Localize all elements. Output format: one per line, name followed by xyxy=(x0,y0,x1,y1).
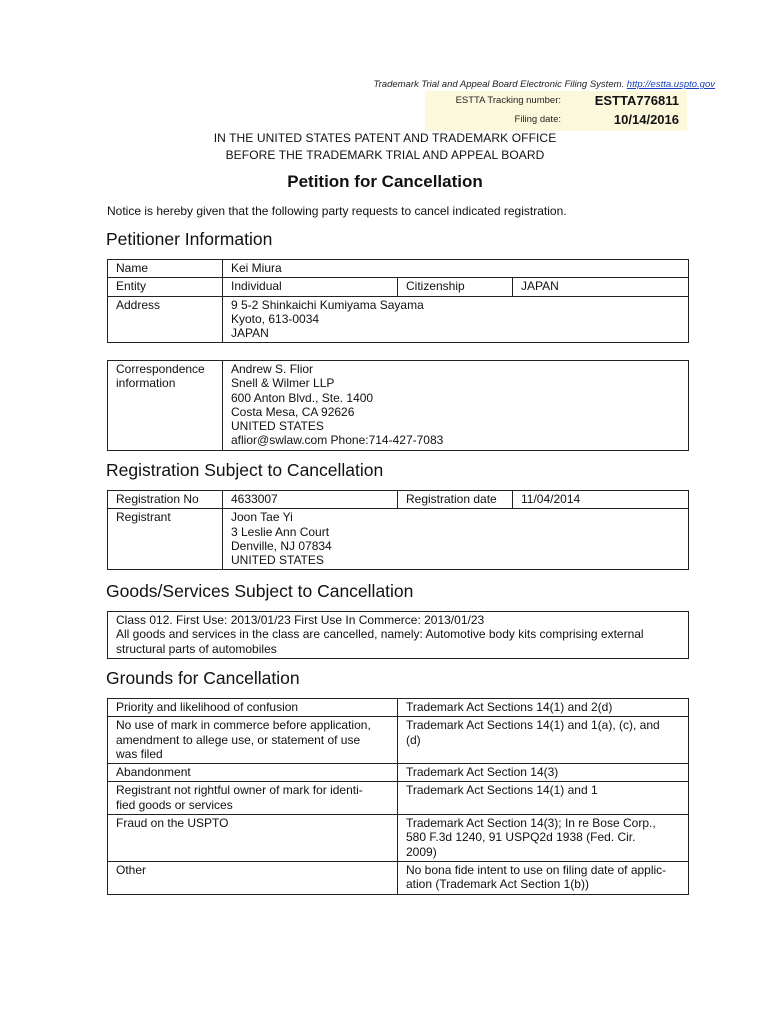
basis-line: 2009) xyxy=(406,844,437,859)
basis-cell xyxy=(398,861,689,894)
table-row xyxy=(108,509,689,570)
table-row xyxy=(108,764,689,782)
citizenship-label: Citizenship xyxy=(398,278,513,296)
basis-line: (d) xyxy=(406,732,421,747)
basis-line: Trademark Act Section 14(3); In re Bose Corp., xyxy=(406,816,656,831)
ground-line: Abandonment xyxy=(116,765,191,780)
filing-system-link[interactable]: http://estta.uspto.gov xyxy=(626,79,715,90)
ground-line: No use of mark in commerce before application, xyxy=(116,718,371,733)
office-line-1: IN THE UNITED STATES PATENT AND TRADEMARK OFFICE xyxy=(213,131,557,145)
address-value xyxy=(223,296,689,343)
goods-line: All goods and services in the class are cancelled, namely: Automotive body kits comprising external xyxy=(116,627,644,642)
table-row xyxy=(108,361,689,451)
citizenship-value: JAPAN xyxy=(513,278,689,296)
correspondence-table xyxy=(107,360,689,451)
registration-number-label: Registration No xyxy=(108,491,223,509)
table-row xyxy=(108,612,689,659)
table-row xyxy=(108,491,689,509)
goods-table xyxy=(107,611,689,659)
basis-line: 580 F.3d 1240, 91 USPQ2d 1938 (Fed. Cir. xyxy=(406,830,636,845)
correspondence-line: UNITED STATES xyxy=(231,419,324,434)
basis-cell xyxy=(398,815,689,862)
ground-line: was filed xyxy=(116,746,163,761)
registration-date-label: Registration date xyxy=(398,491,513,509)
table-row xyxy=(108,296,689,343)
tracking-box xyxy=(425,91,687,131)
correspondence-line: Snell & Wilmer LLP xyxy=(231,376,335,391)
grounds-heading: Grounds for Cancellation xyxy=(106,668,300,688)
page-title: Petition for Cancellation xyxy=(287,172,483,191)
table-row xyxy=(108,815,689,862)
registrant-line: Joon Tae Yi xyxy=(231,510,293,525)
ground-line: Other xyxy=(116,862,147,877)
table-row xyxy=(108,699,689,717)
office-line-2: BEFORE THE TRADEMARK TRIAL AND APPEAL BOARD xyxy=(225,148,545,162)
correspondence-line: Costa Mesa, CA 92626 xyxy=(231,404,355,419)
goods-heading: Goods/Services Subject to Cancellation xyxy=(106,581,414,601)
correspondence-label-line: Correspondence xyxy=(116,362,205,376)
ground-line: Registrant not rightful owner of mark for identi- xyxy=(116,783,363,798)
basis-cell xyxy=(398,699,689,717)
address-line: 9 5-2 Shinkaichi Kumiyama Sayama xyxy=(231,297,424,312)
registrant-label: Registrant xyxy=(108,509,223,570)
address-label: Address xyxy=(108,296,223,343)
goods-line: Class 012. First Use: 2013/01/23 First Use In Commerce: 2013/01/23 xyxy=(116,613,485,627)
table-row xyxy=(108,717,689,764)
petitioner-table xyxy=(107,259,689,343)
correspondence-label-line: information xyxy=(116,376,176,391)
filing-system-text: Trademark Trial and Appeal Board Electronic Filing System. xyxy=(373,79,625,90)
basis-line: ation (Trademark Act Section 1(b)) xyxy=(406,877,589,892)
table-row xyxy=(108,260,689,278)
ground-line: amendment to allege use, or statement of use xyxy=(116,732,361,747)
name-label: Name xyxy=(108,260,223,278)
address-line: JAPAN xyxy=(231,326,269,341)
filing-date-label: Filing date: xyxy=(514,114,561,125)
basis-line: Trademark Act Sections 14(1) and 1(a), (c), and xyxy=(406,718,660,733)
registrant-value xyxy=(223,509,689,570)
table-row xyxy=(108,782,689,815)
basis-line: Trademark Act Section 14(3) xyxy=(406,765,559,780)
tracking-number-label: ESTTA Tracking number: xyxy=(455,95,561,106)
correspondence-line: aflior@swlaw.com Phone:714-427-7083 xyxy=(231,433,444,448)
registration-table xyxy=(107,490,689,570)
registration-heading: Registration Subject to Cancellation xyxy=(106,460,384,480)
ground-line: Fraud on the USPTO xyxy=(116,816,229,831)
basis-cell xyxy=(398,782,689,815)
registration-number-value: 4633007 xyxy=(223,491,398,509)
registrant-line: UNITED STATES xyxy=(231,553,324,568)
entity-value: Individual xyxy=(223,278,398,296)
registrant-line: 3 Leslie Ann Court xyxy=(231,524,330,539)
ground-cell xyxy=(108,699,398,717)
ground-cell xyxy=(108,717,398,764)
basis-line: Trademark Act Sections 14(1) and 2(d) xyxy=(406,700,613,714)
registration-date-value: 11/04/2014 xyxy=(513,491,689,509)
entity-label: Entity xyxy=(108,278,223,296)
goods-line: structural parts of automobiles xyxy=(116,641,277,656)
address-line: Kyoto, 613-0034 xyxy=(231,311,320,326)
basis-cell xyxy=(398,717,689,764)
grounds-table xyxy=(107,698,689,895)
correspondence-line: Andrew S. Flior xyxy=(231,362,314,376)
table-row xyxy=(108,278,689,296)
ground-line: fied goods or services xyxy=(116,797,233,812)
basis-line: Trademark Act Sections 14(1) and 1 xyxy=(406,783,598,798)
filing-system-header xyxy=(300,79,715,90)
notice-text: Notice is hereby given that the following party requests to cancel indicated registration. xyxy=(107,204,567,218)
ground-line: Priority and likelihood of confusion xyxy=(116,700,299,714)
ground-cell xyxy=(108,782,398,815)
ground-cell xyxy=(108,764,398,782)
filing-date-value: 10/14/2016 xyxy=(613,112,679,127)
tracking-number-value: ESTTA776811 xyxy=(594,93,679,108)
name-value: Kei Miura xyxy=(223,260,689,278)
ground-cell xyxy=(108,815,398,862)
correspondence-value xyxy=(223,361,689,451)
petitioner-heading: Petitioner Information xyxy=(106,229,273,249)
basis-line: No bona fide intent to use on filing date of applic- xyxy=(406,862,667,877)
correspondence-label xyxy=(108,361,223,451)
registrant-line: Denville, NJ 07834 xyxy=(231,538,332,553)
correspondence-line: 600 Anton Blvd., Ste. 1400 xyxy=(231,390,374,405)
basis-cell xyxy=(398,764,689,782)
table-row xyxy=(108,861,689,894)
ground-cell xyxy=(108,861,398,894)
goods-description xyxy=(108,612,689,659)
